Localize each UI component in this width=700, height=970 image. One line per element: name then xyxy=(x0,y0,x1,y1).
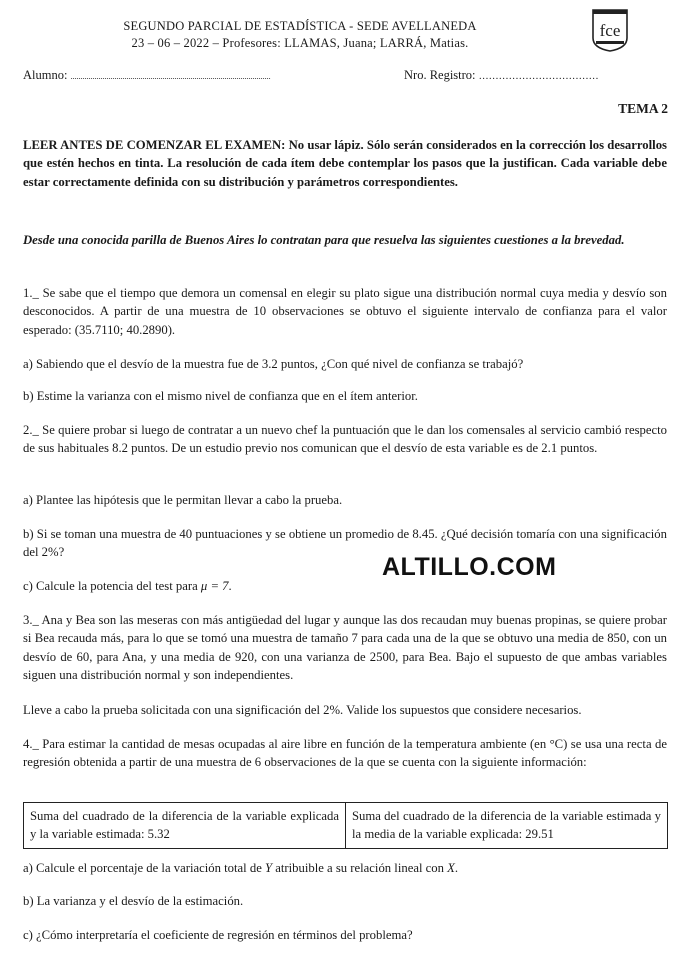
table-cell-scr: Suma del cuadrado de la diferencia de la variable estimada y la media de la variable explicada: 29.51 xyxy=(346,803,668,849)
q1-a: a) Sabiendo que el desvío de la muestra fue de 3.2 puntos, ¿Con qué nivel de confianza se trabajó? xyxy=(23,357,524,371)
table-cell-sce: Suma del cuadrado de la diferencia de la variable explicada y la variable estimada: 5.32 xyxy=(24,803,346,849)
q4-c: c) ¿Cómo interpretaría el coeficiente de regresión en términos del problema? xyxy=(23,928,413,942)
q2-c-suffix: . xyxy=(228,579,232,593)
q4-a-middle: atribuible a su relación lineal con xyxy=(272,861,448,875)
q4-a xyxy=(23,859,667,877)
exam-subtitle: 23 – 06 – 2022 – Profesores: LLAMAS, Juana; LARRÁ, Matias. xyxy=(131,36,469,50)
q2-c-prefix: c) Calcule la potencia del test para xyxy=(23,579,201,593)
alumno-label: Alumno: xyxy=(23,68,68,82)
registro-dots: ……………………………… xyxy=(478,71,599,82)
intro-text: Desde una conocida parilla de Buenos Aires lo contratan para que resuelva las siguientes cuestiones a la brevedad. xyxy=(23,233,625,247)
q3-task: Lleve a cabo la prueba solicitada con una significación del 2%. Valide los supuestos que considere necesarios. xyxy=(23,703,582,717)
student-name-line xyxy=(23,68,271,83)
exam-title: SEGUNDO PARCIAL DE ESTADÍSTICA - SEDE AVELLANEDA xyxy=(123,19,477,33)
fce-logo xyxy=(590,6,630,52)
logo-text: fce xyxy=(599,21,621,40)
q2-text: 2._ Se quiere probar si luego de contratar a un nuevo chef la puntuación que le dan los comensales al servicio cambió respecto de sus habituales 8.2 puntos. De un estudio previo nos comunican que el desvío de esta variable es de 2.1 puntos. xyxy=(23,423,667,456)
q4-a-suffix: . xyxy=(454,861,459,875)
q1-b: b) Estime la varianza con el mismo nivel de confianza que en el ítem anterior. xyxy=(23,389,418,403)
instructions-text: No usar lápiz. Sólo serán considerados en la corrección los desarrollos que estén hechos en tinta. La resolución de cada ítem debe contemplar los pasos que la justifican. Cada variable debe estar correctamente definida con su distribución y parámetros correspondientes. xyxy=(23,138,667,189)
alumno-dots: .................................................................................................... xyxy=(70,72,271,81)
q4-a-var-y: Y xyxy=(265,861,273,875)
instructions-lead: LEER ANTES DE COMENZAR EL EXAMEN: xyxy=(23,138,286,152)
tema-label: TEMA 2 xyxy=(618,101,668,116)
registro-line xyxy=(404,68,599,83)
q1-text: 1._ Se sabe que el tiempo que demora un comensal en elegir su plato sigue una distribución normal cuya media y desvío son desconocidos. A partir de una muestra de 10 observaciones se obtuvo el siguiente intervalo de confianza para el valor esperado: (35.7110; 40.2890). xyxy=(23,286,667,337)
q4-b: b) La varianza y el desvío de la estimación. xyxy=(23,894,244,908)
registro-label: Nro. Registro: xyxy=(404,68,476,82)
q2-c-math: μ = 7 xyxy=(200,579,229,593)
watermark: ALTILLO.COM xyxy=(382,553,557,581)
q4-a-var-x: X xyxy=(447,861,455,875)
table-row xyxy=(24,803,668,849)
q2-b: b) Si se toman una muestra de 40 puntuaciones y se obtiene un promedio de 8.45. ¿Qué decisión tomaría con una significación del 2%? xyxy=(23,527,667,560)
q4-text: 4._ Para estimar la cantidad de mesas ocupadas al aire libre en función de la temperatura ambiente (en °C) se usa una recta de regresión obtenida a partir de una muestra de 6 observaciones de la que se cuenta con la siguiente información: xyxy=(23,737,667,770)
q2-c xyxy=(23,577,667,595)
instructions xyxy=(23,136,667,191)
q4-info-table xyxy=(23,802,668,849)
q4-a-prefix: a) Calcule el porcentaje de la variación total de xyxy=(23,861,265,875)
q3-text: 3._ Ana y Bea son las meseras con más antigüedad del lugar y aunque las dos recaudan muy buenas propinas, se quiere probar si Bea recauda más, para lo que se tomó una muestra de tamaño 7 para cada una de la que se obtuvo una media de 850, con un desvío de 60, para Ana, y una media de 920, con una varianza de 2500, para Bea. Bajo el supuesto de que ambas variables siguen una distribución normal y son independientes. xyxy=(23,613,667,682)
q2-a: a) Plantee las hipótesis que le permitan llevar a cabo la prueba. xyxy=(23,493,343,507)
